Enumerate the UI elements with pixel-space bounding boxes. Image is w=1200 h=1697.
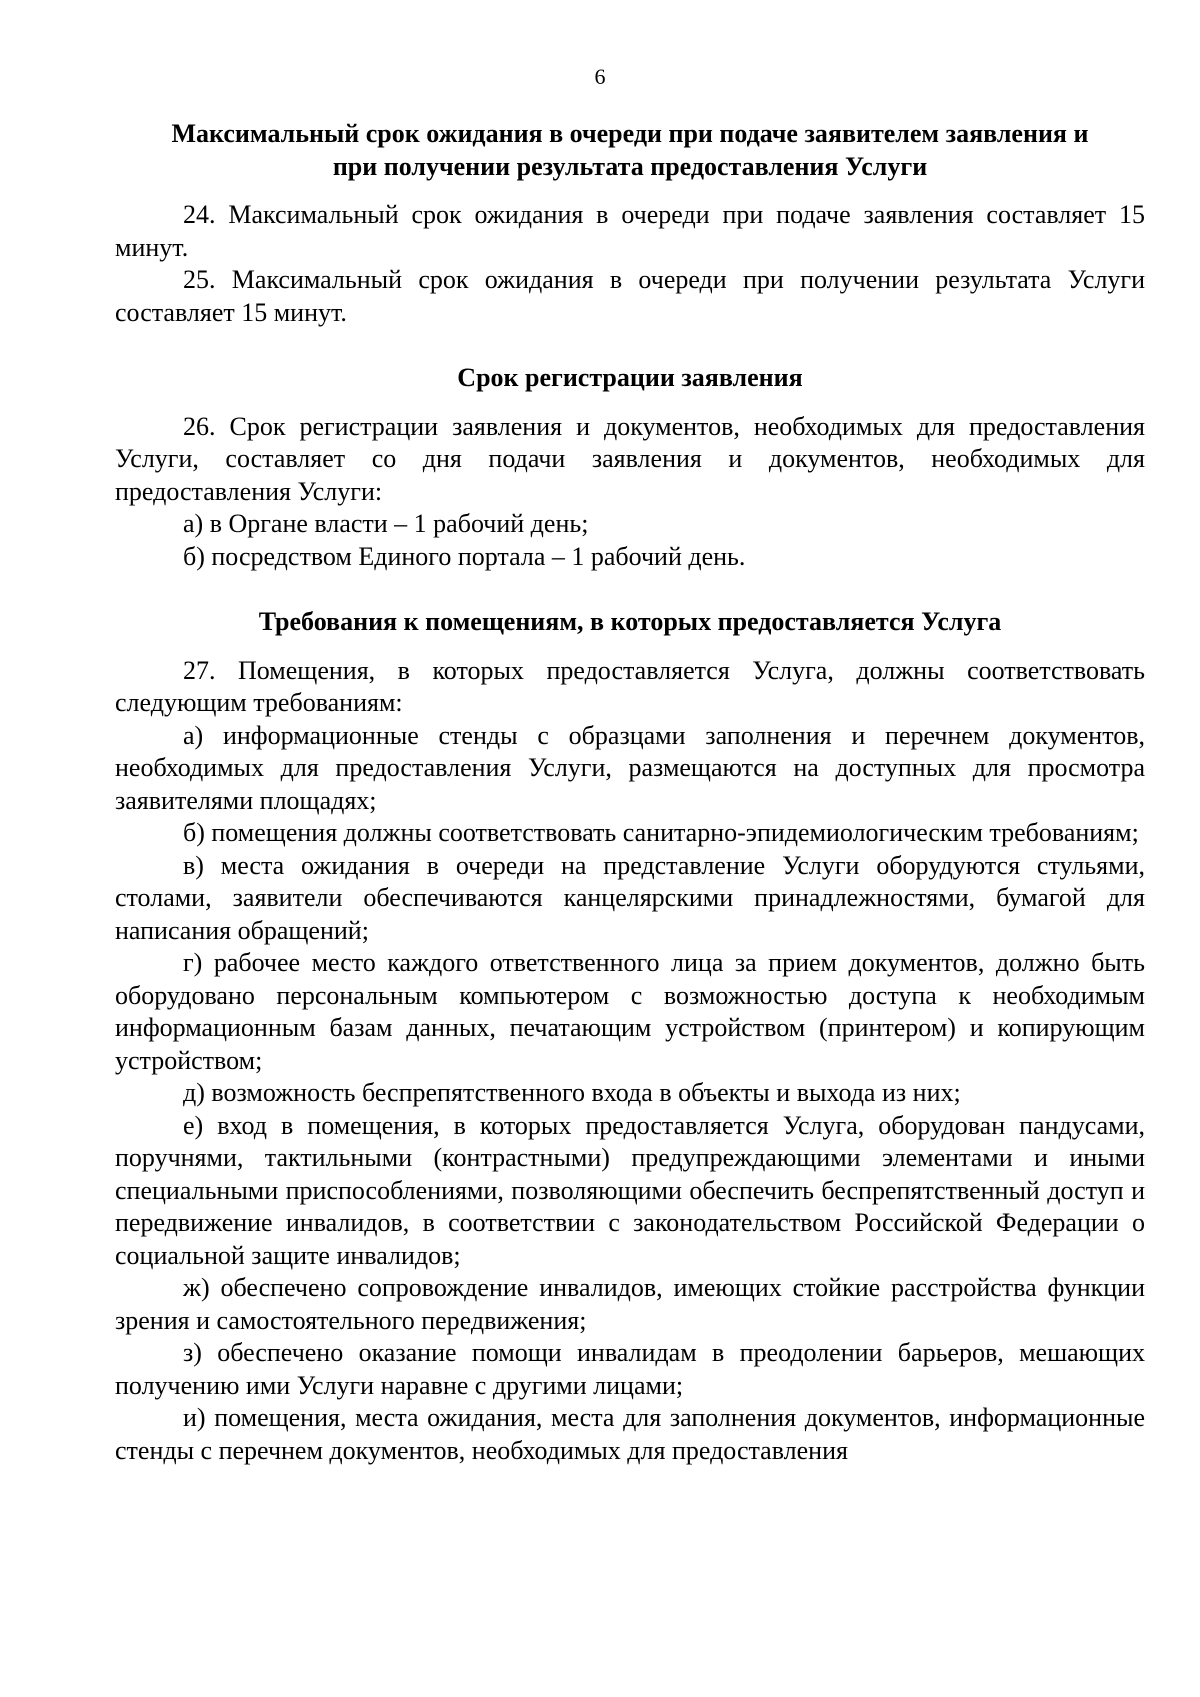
list-item: б) помещения должны соответствовать санитарно-эпидемиологическим требованиям;	[183, 818, 1139, 847]
list-item: ж) обеспечено сопровождение инвалидов, имеющих стойкие расстройства функции зрения и самостоятельного передвижения;	[115, 1273, 1145, 1335]
section-heading: Срок регистрации заявления	[457, 363, 803, 392]
paragraph-27: 27. Помещения, в которых предоставляется Услуга, должны соответствовать следующим требованиям:	[115, 655, 1145, 717]
list-item: е) вход в помещения, в которых предоставляется Услуга, оборудован пандусами, поручнями, тактильными (контрастными) предупреждающими элементами и иными специальными приспособлениями, позволяющими обеспечить беспрепятственный доступ и передвижение инвалидов, в соответствии с законодательством Российской Федерации о социальной защите инвалидов;	[115, 1110, 1145, 1270]
list-item: д) возможность беспрепятственного входа в объекты и выхода из них;	[183, 1078, 961, 1107]
list-item: б) посредством Единого портала – 1 рабочий день.	[183, 541, 746, 571]
list-item: и) помещения, места ожидания, места для заполнения документов, информационные стенды с перечнем документов, необходимых для предоставления	[115, 1403, 1145, 1465]
section-queue-wait	[115, 118, 1145, 329]
paragraph-24: 24. Максимальный срок ожидания в очереди при подаче заявления составляет 15 минут.	[115, 200, 1145, 262]
page-number: 6	[594, 64, 606, 89]
list-item: а) в Органе власти – 1 рабочий день;	[183, 509, 589, 538]
section-registration-term	[115, 362, 1145, 573]
paragraph-26: 26. Срок регистрации заявления и документов, необходимых для предоставления Услуги, составляет со дня подачи заявления и документов, необходимых для предоставления Услуги:	[115, 411, 1145, 506]
paragraph-25: 25. Максимальный срок ожидания в очереди при получении результата Услуги составляет 15 минут.	[115, 265, 1145, 327]
list-item: в) места ожидания в очереди на представление Услуги оборудуются стульями, столами, заявители обеспечиваются канцелярскими принадлежностями, бумагой для написания обращений;	[115, 850, 1145, 945]
section-heading: Требования к помещениям, в которых предоставляется Услуга	[258, 607, 1002, 636]
section-premises-requirements	[115, 606, 1145, 1467]
list-item: а) информационные стенды с образцами заполнения и перечнем документов, необходимых для предоставления Услуги, размещаются на доступных для просмотра заявителями площадях;	[115, 720, 1145, 815]
document-body	[115, 118, 1145, 1467]
heading-line: при получении результата предоставления Услуги	[332, 151, 928, 181]
list-item: з) обеспечено оказание помощи инвалидам в преодолении барьеров, мешающих получению ими Услуги наравне с другими лицами;	[115, 1338, 1145, 1400]
list-item: г) рабочее место каждого ответственного лица за прием документов, должно быть оборудовано персональным компьютером с возможностью доступа к необходимым информационным базам данных, печатающим устройством (принтером) и копирующим устройством;	[115, 948, 1145, 1075]
section-heading	[115, 118, 1145, 183]
heading-line: Максимальный срок ожидания в очереди при подаче заявителем заявления и	[171, 119, 1089, 148]
